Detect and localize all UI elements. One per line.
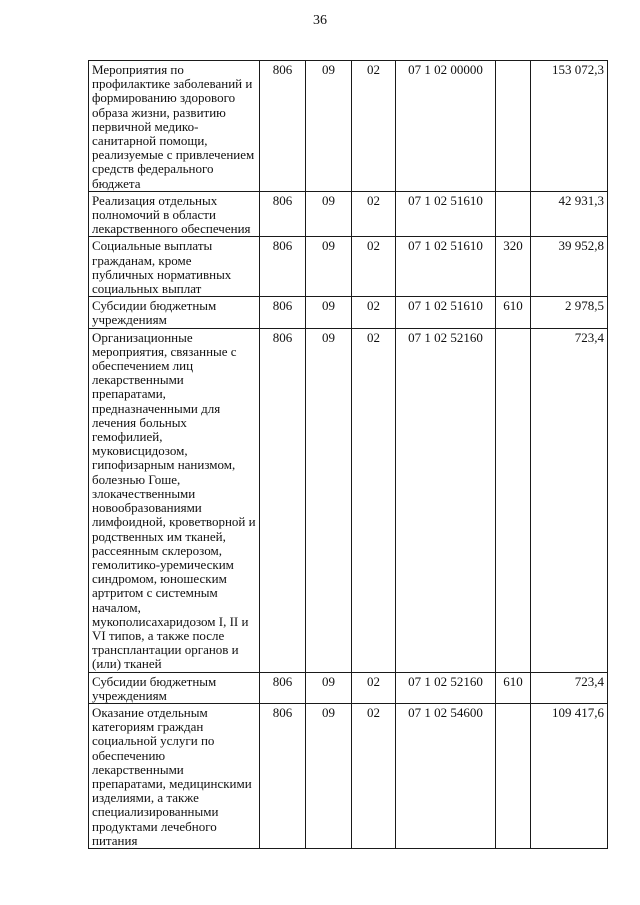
- row-name: Субсидии бюджетным учреждениям: [89, 672, 260, 703]
- row-name: Мероприятия по профилактике заболеваний и формированию здорового образа жизни, развитию первичной медико-санитарной помощи, реализуемые с привлечением средств федерального бюджета: [89, 61, 260, 192]
- row-name: Субсидии бюджетным учреждениям: [89, 297, 260, 328]
- row-name: Реализация отдельных полномочий в области лекарственного обеспечения: [89, 191, 260, 237]
- row-expense-type: [496, 703, 531, 848]
- row-target-code: 07 1 02 51610: [396, 297, 496, 328]
- row-expense-type: [496, 328, 531, 672]
- row-ministry-code: 806: [260, 191, 306, 237]
- row-name: Организационные мероприятия, связанные с обеспечением лиц лекарственными препаратами, предназначенными для лечения больных гемофилией, муковисцидозом, гипофизарным нанизмом, болезнью Гоше, злокачественными новообразованиями лимфоидной, кроветворной и родственных им тканей, рассеянным склерозом, гемолитико-уремическим синдромом, юношеским артритом с системным началом, мукополисахаридозом I, II и VI типов, а также после трансплантации органов и (или) тканей: [89, 328, 260, 672]
- row-section-code: 09: [306, 672, 352, 703]
- row-expense-type: [496, 191, 531, 237]
- row-amount: 153 072,3: [531, 61, 608, 192]
- table-row: [89, 328, 608, 672]
- row-subsection-code: 02: [352, 297, 396, 328]
- row-amount: 723,4: [531, 672, 608, 703]
- row-section-code: 09: [306, 297, 352, 328]
- row-amount: 2 978,5: [531, 297, 608, 328]
- row-section-code: 09: [306, 328, 352, 672]
- row-target-code: 07 1 02 52160: [396, 672, 496, 703]
- row-section-code: 09: [306, 703, 352, 848]
- row-amount: 723,4: [531, 328, 608, 672]
- page-number: 36: [313, 13, 327, 28]
- row-expense-type: [496, 61, 531, 192]
- table-row: [89, 191, 608, 237]
- row-target-code: 07 1 02 54600: [396, 703, 496, 848]
- row-amount: 109 417,6: [531, 703, 608, 848]
- row-target-code: 07 1 02 52160: [396, 328, 496, 672]
- row-amount: 42 931,3: [531, 191, 608, 237]
- row-target-code: 07 1 02 00000: [396, 61, 496, 192]
- row-ministry-code: 806: [260, 328, 306, 672]
- row-subsection-code: 02: [352, 672, 396, 703]
- table-row: [89, 61, 608, 192]
- row-subsection-code: 02: [352, 237, 396, 297]
- row-subsection-code: 02: [352, 328, 396, 672]
- row-subsection-code: 02: [352, 703, 396, 848]
- budget-table: [88, 60, 608, 849]
- row-ministry-code: 806: [260, 672, 306, 703]
- row-ministry-code: 806: [260, 237, 306, 297]
- row-expense-type: 610: [496, 672, 531, 703]
- row-subsection-code: 02: [352, 61, 396, 192]
- row-target-code: 07 1 02 51610: [396, 237, 496, 297]
- row-amount: 39 952,8: [531, 237, 608, 297]
- table-row: [89, 672, 608, 703]
- row-ministry-code: 806: [260, 61, 306, 192]
- table-row: [89, 703, 608, 848]
- row-expense-type: 610: [496, 297, 531, 328]
- row-subsection-code: 02: [352, 191, 396, 237]
- row-section-code: 09: [306, 191, 352, 237]
- row-name: Социальные выплаты гражданам, кроме публичных нормативных социальных выплат: [89, 237, 260, 297]
- row-section-code: 09: [306, 61, 352, 192]
- row-ministry-code: 806: [260, 703, 306, 848]
- row-expense-type: 320: [496, 237, 531, 297]
- row-target-code: 07 1 02 51610: [396, 191, 496, 237]
- row-section-code: 09: [306, 237, 352, 297]
- table-row: [89, 237, 608, 297]
- row-ministry-code: 806: [260, 297, 306, 328]
- row-name: Оказание отдельным категориям граждан социальной услуги по обеспечению лекарственными препаратами, медицинскими изделиями, а также специализированными продуктами лечебного питания: [89, 703, 260, 848]
- table-row: [89, 297, 608, 328]
